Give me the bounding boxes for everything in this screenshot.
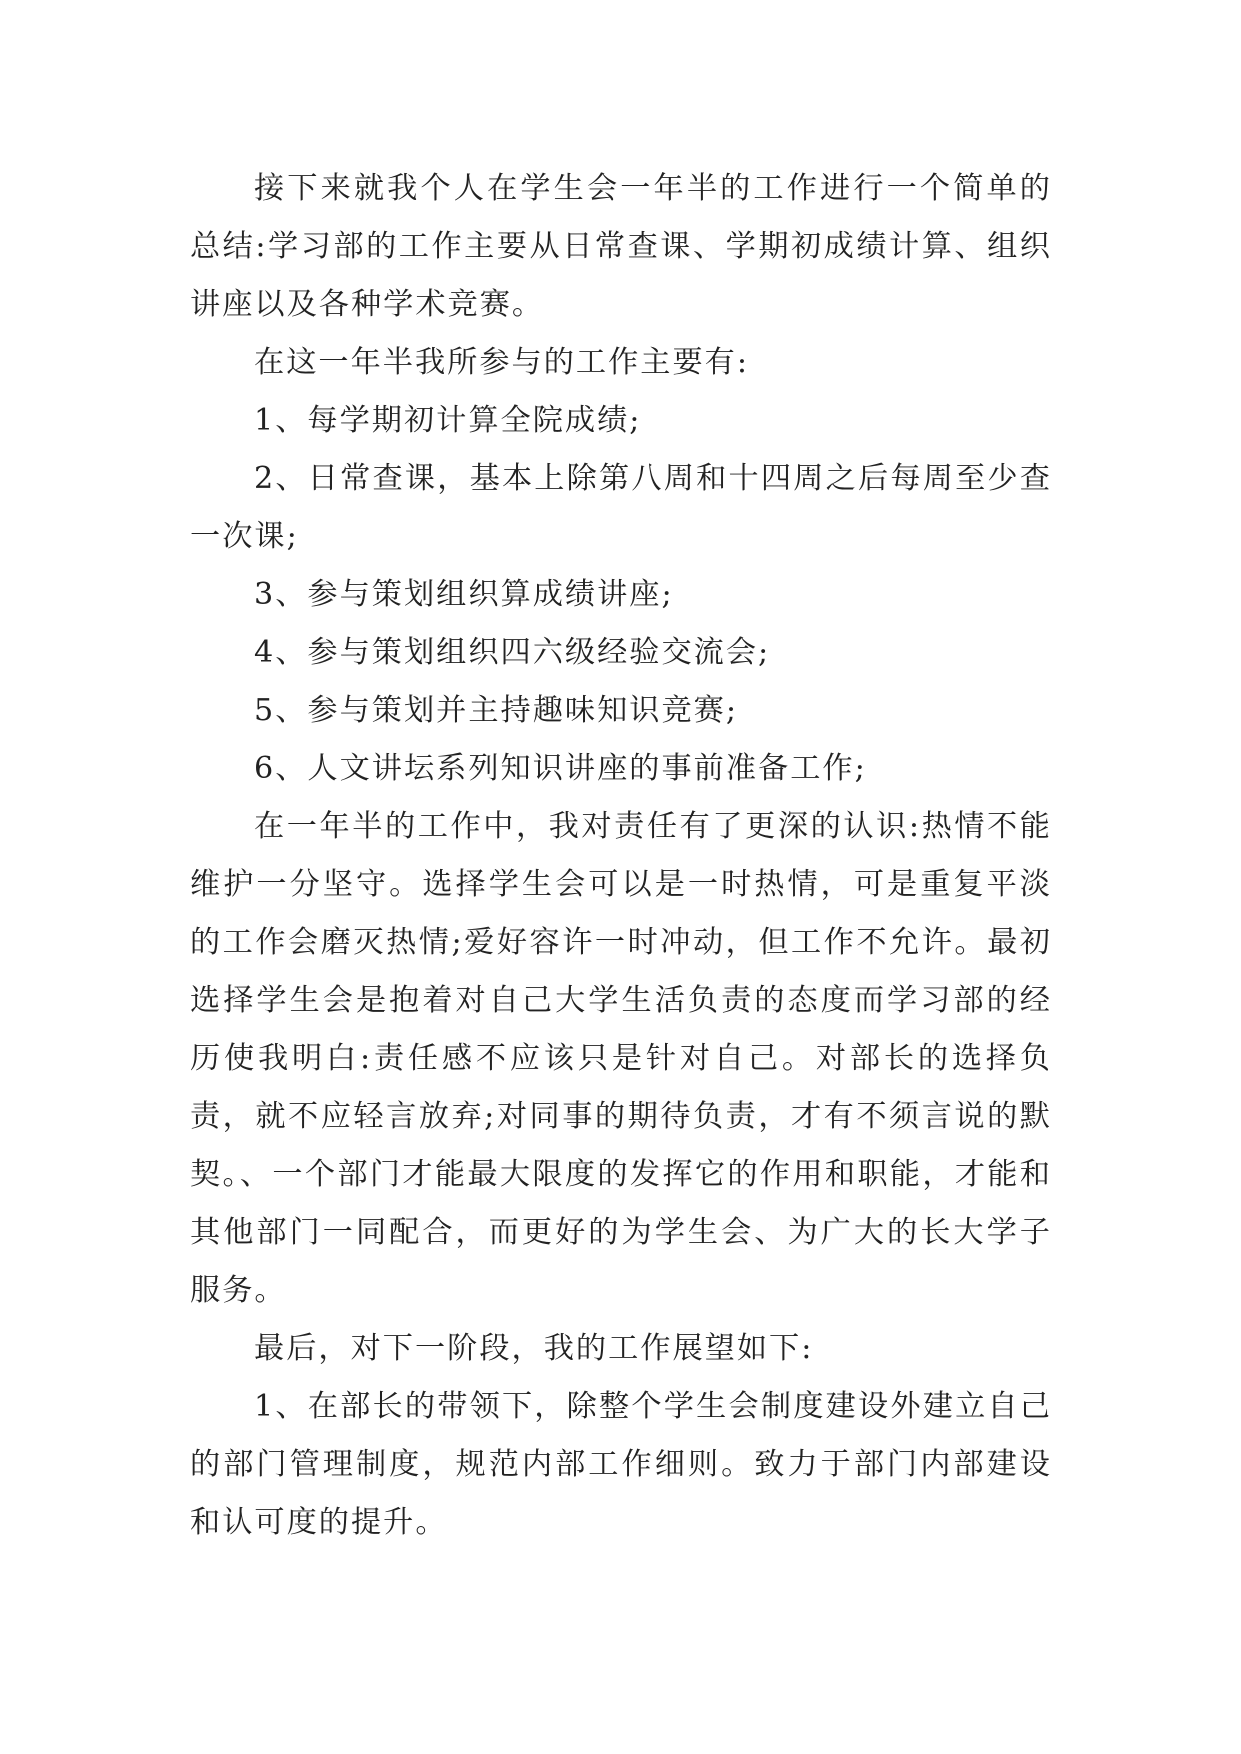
paragraph-outlook-intro: 最后，对下一阶段，我的工作展望如下: <box>254 1331 814 1366</box>
list-item-work-3: 3、参与策划组织算成绩讲座; <box>254 577 674 612</box>
paragraph-work-list-intro: 在这一年半我所参与的工作主要有: <box>254 345 749 380</box>
paragraph-summary-intro: 接下来就我个人在学生会一年半的工作进行一个简单的总结:学习部的工作主要从日常查课、学期初成绩计算、组织讲座以及各种学术竞赛。 <box>190 171 1052 322</box>
document-body <box>190 160 1052 1552</box>
list-item-work-4: 4、参与策划组织四六级经验交流会; <box>254 635 771 670</box>
list-item-work-6: 6、人文讲坛系列知识讲座的事前准备工作; <box>254 751 867 786</box>
paragraph-responsibility-reflection: 在一年半的工作中，我对责任有了更深的认识:热情不能维护一分坚守。选择学生会可以是一时热情，可是重复平淡的工作会磨灭热情;爱好容许一时冲动，但工作不允许。最初选择学生会是抱着对自己大学生活负责的态度而学习部的经历使我明白:责任感不应该只是针对自己。对部长的选择负责，就不应轻言放弃;对同事的期待负责，才有不须言说的默契。、一个部门才能最大限度的发挥它的作用和职能，才能和其他部门一同配合，而更好的为学生会、为广大的长大学子服务。 <box>190 809 1052 1308</box>
list-item-work-2: 2、日常查课，基本上除第八周和十四周之后每周至少查一次课; <box>190 461 1052 554</box>
list-item-work-5: 5、参与策划并主持趣味知识竞赛; <box>254 693 739 728</box>
list-item-work-1: 1、每学期初计算全院成绩; <box>254 403 642 438</box>
list-item-outlook-1: 1、在部长的带领下，除整个学生会制度建设外建立自己的部门管理制度，规范内部工作细则。致力于部门内部建设和认可度的提升。 <box>190 1389 1052 1540</box>
